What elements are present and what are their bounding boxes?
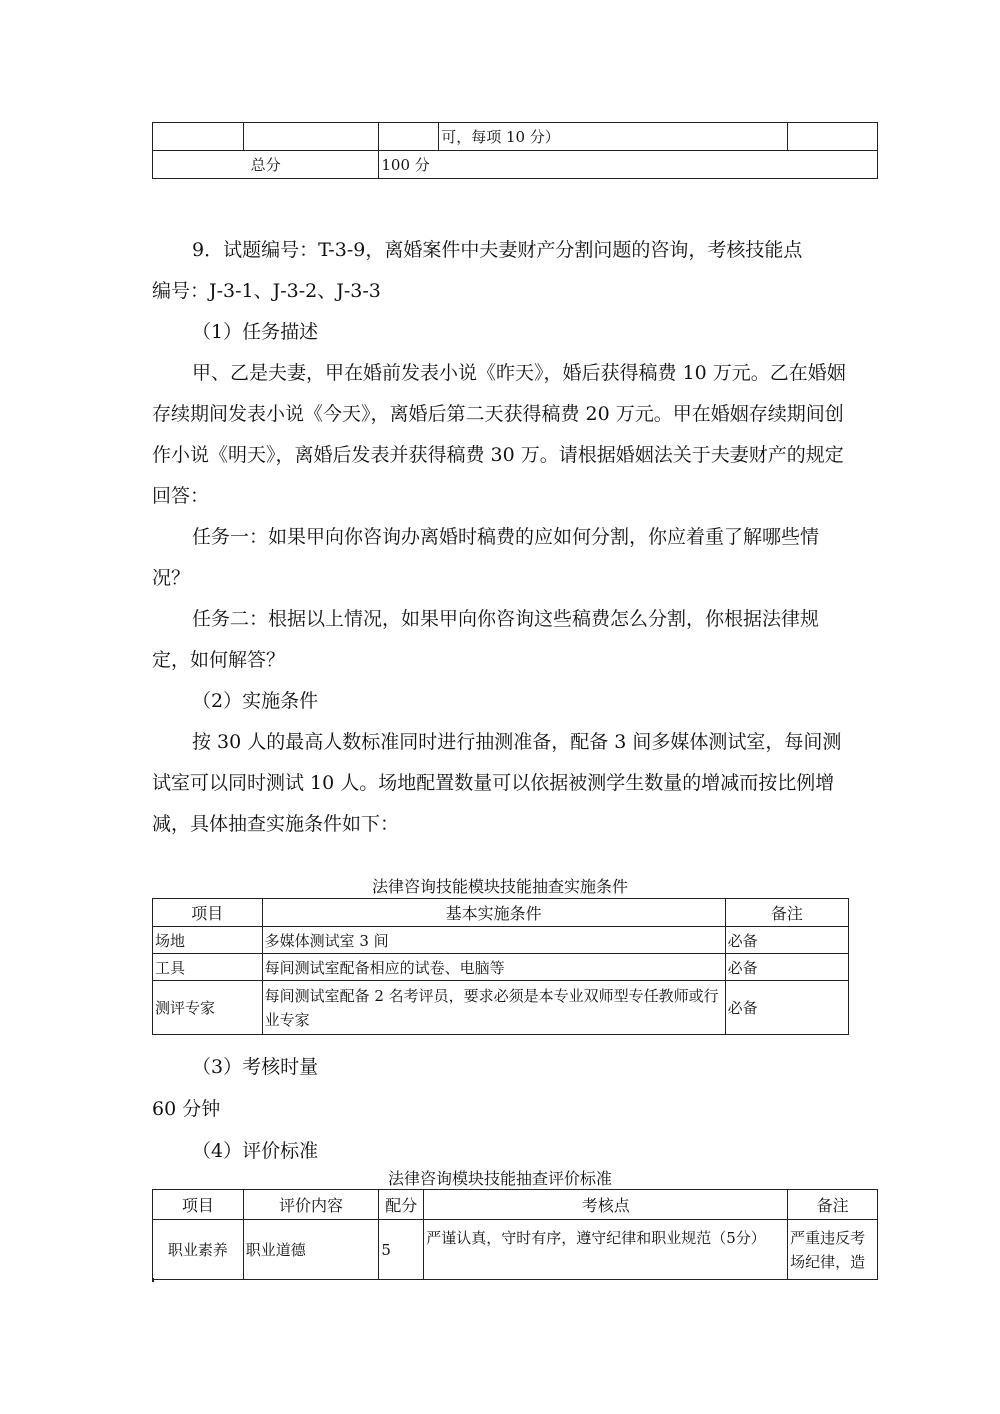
impl-header-conditions: 基本实施条件 [262, 899, 725, 927]
eval-table-caption: 法律咨询模块技能抽查评价标准 [387, 1169, 612, 1188]
impl-title: （2）实施条件 [192, 690, 319, 712]
question-block [152, 230, 852, 845]
impl-cell: 测评专家 [153, 981, 263, 1035]
impl-cell: 必备 [725, 954, 848, 981]
impl-cell: 必备 [725, 981, 848, 1035]
impl-cell: 每间测试室配备 2 名考评员，要求必须是本专业双师型专任教师或行业专家 [262, 981, 725, 1035]
eval-header-item: 项目 [153, 1190, 244, 1220]
impl-cell: 工具 [153, 954, 263, 981]
eval-header-content: 评价内容 [243, 1190, 379, 1220]
table-row [153, 981, 849, 1035]
table-row [153, 927, 849, 954]
impl-table [152, 898, 849, 1035]
eval-cell: 严谨认真，守时有序，遵守纪律和职业规范（5分） [424, 1220, 788, 1280]
eval-cell: 严重违反考场纪律，造 [788, 1220, 878, 1280]
impl-table-caption: 法律咨询技能模块技能抽查实施条件 [371, 877, 628, 896]
table-cell [379, 123, 439, 151]
impl-cell: 多媒体测试室 3 间 [262, 927, 725, 954]
impl-header-remark: 备注 [725, 899, 848, 927]
table-cell [243, 123, 379, 151]
eval-cell: 职业道德 [243, 1220, 379, 1280]
table-row [153, 954, 849, 981]
impl-header-item: 项目 [153, 899, 263, 927]
question-heading-line1: 9．试题编号：T-3-9，离婚案件中夫妻财产分割问题的咨询，考核技能点 [192, 239, 803, 261]
eval-header-remark: 备注 [788, 1190, 878, 1220]
table-border-continuation [152, 1278, 154, 1282]
impl-body: 按 30 人的最高人数标准同时进行抽测准备，配备 3 间多媒体测试室，每间测试室可以同时测试 10 人。场地配置数量可以依据被测学生数量的增减而按比例增减，具体抽查实施条件如下： [152, 731, 842, 835]
task-desc-title: （1）任务描述 [192, 321, 319, 343]
task-two: 任务二：根据以上情况，如果甲向你咨询这些稿费怎么分割，你根据法律规定，如何解答？ [152, 608, 820, 671]
eval-header-score: 配分 [379, 1190, 424, 1220]
question-heading-line2: 编号：J-3-1、J-3-2、J-3-3 [152, 280, 381, 302]
total-value: 100 分 [379, 151, 878, 179]
task-one: 任务一：如果甲向你咨询办离婚时稿费的应如何分割，你应着重了解哪些情况？ [152, 526, 820, 589]
eval-header-checkpoint: 考核点 [424, 1190, 788, 1220]
eval-table [152, 1189, 878, 1280]
impl-cell: 场地 [153, 927, 263, 954]
time-title: （3）考核时量 [192, 1056, 319, 1078]
table-cell [788, 123, 878, 151]
table-cell [439, 123, 788, 151]
eval-title: （4）评价标准 [192, 1140, 319, 1162]
eval-cell: 5 [379, 1220, 424, 1280]
table-row [153, 1220, 878, 1280]
total-label: 总分 [153, 151, 379, 179]
criteria-text: 可，每项 10 分） [441, 128, 560, 146]
impl-cell: 每间测试室配备相应的试卷、电脑等 [262, 954, 725, 981]
task-desc-body: 甲、乙是夫妻，甲在婚前发表小说《昨天》，婚后获得稿费 10 万元。乙在婚姻存续期间发表小说《今天》，离婚后第二天获得稿费 20 万元。甲在婚姻存续期间创作小说《明天》，离婚后发表并获得稿费 30 万。请根据婚姻法关于夫妻财产的规定回答： [152, 362, 846, 507]
eval-cell: 职业素养 [153, 1220, 244, 1280]
time-value: 60 分钟 [152, 1098, 221, 1120]
impl-cell: 必备 [725, 927, 848, 954]
top-score-table [152, 122, 878, 179]
table-cell [153, 123, 244, 151]
